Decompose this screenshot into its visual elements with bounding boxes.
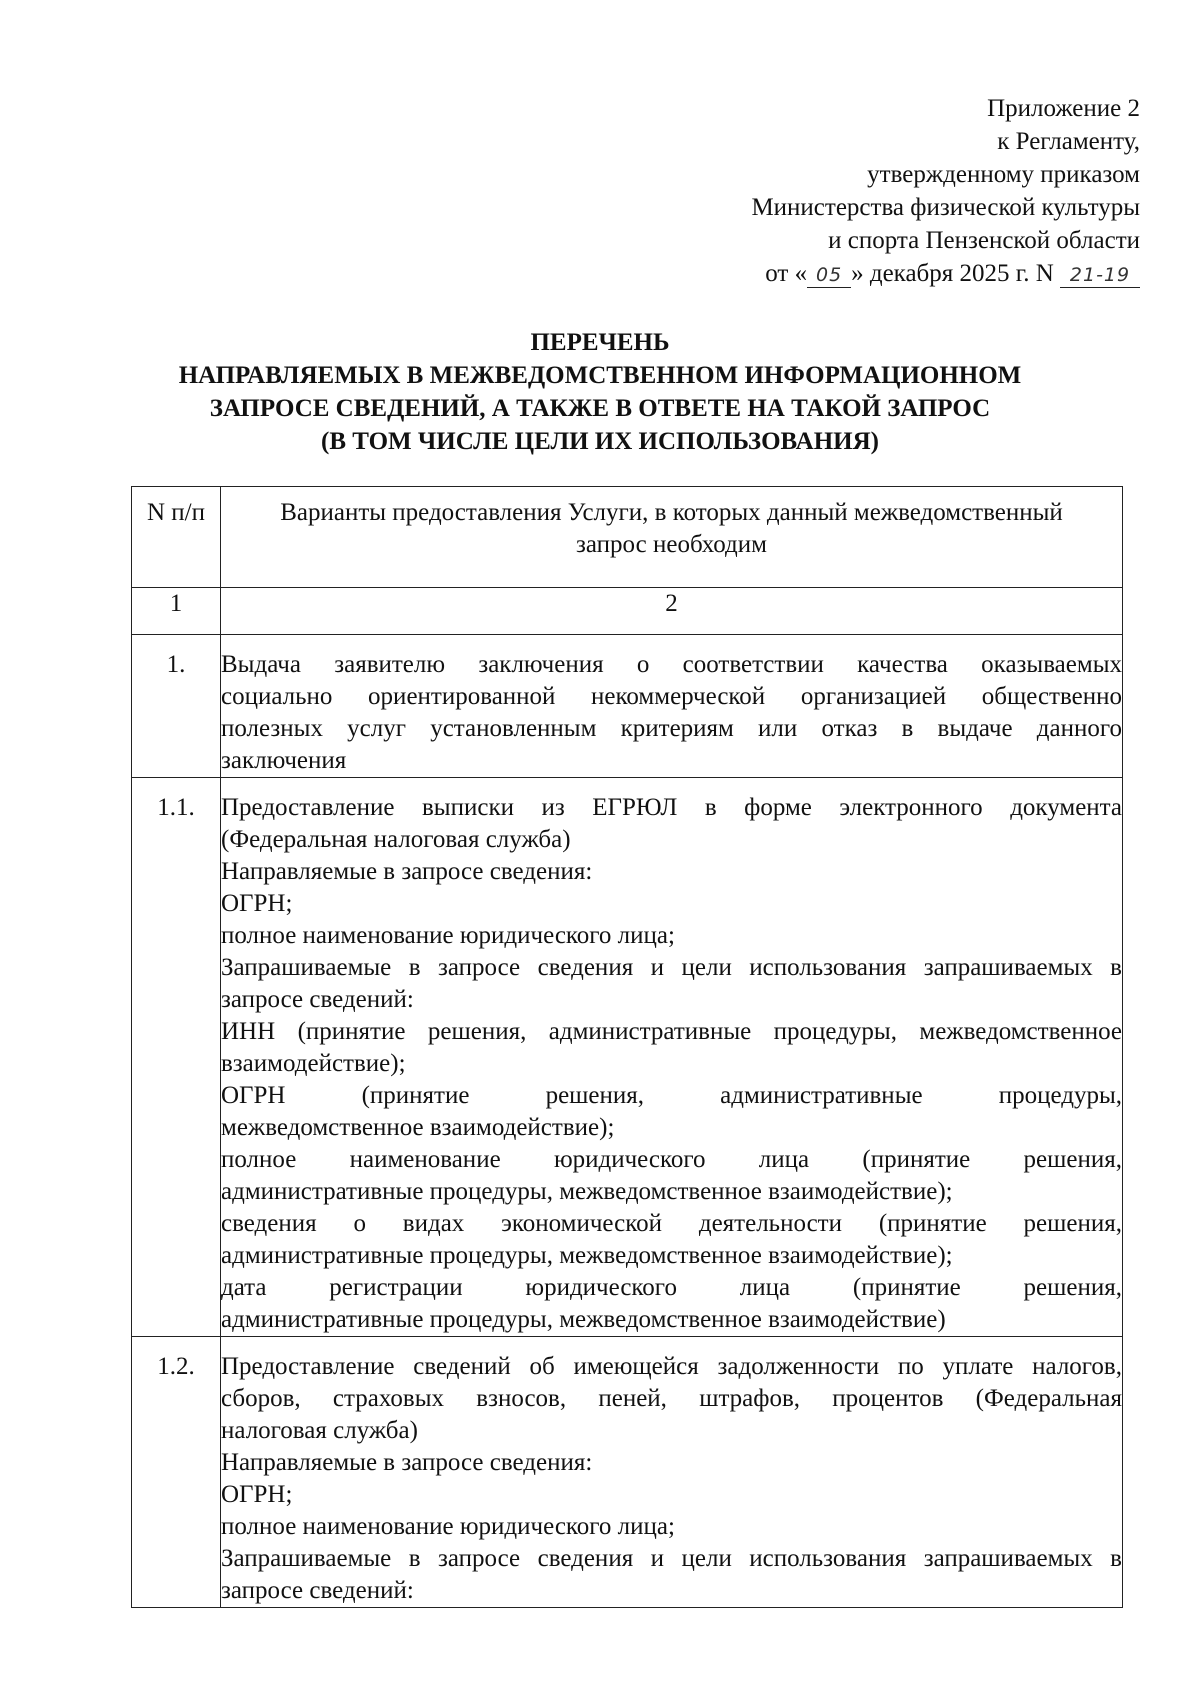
row-text-line: административные процедуры, межведомственное взаимодействие) — [221, 1306, 946, 1333]
row-content — [221, 778, 1123, 1337]
row-text-line: административные процедуры, межведомственное взаимодействие); — [221, 1178, 953, 1205]
row-text-line: Выдача заявителю заключения о соответствии качества оказываемых — [221, 651, 1122, 678]
row-text-line: запросе сведений: — [221, 986, 414, 1013]
row-text-line: запросе сведений: — [221, 1577, 414, 1604]
table-row — [132, 635, 1123, 778]
date-middle: » декабря 2025 г. N — [851, 260, 1054, 287]
table-header-row — [132, 487, 1123, 588]
row-text-line: Предоставление выписки из ЕГРЮЛ в форме электронного документа — [221, 794, 1122, 821]
row-text-line: Предоставление сведений об имеющейся задолженности по уплате налогов, — [221, 1353, 1122, 1380]
annex-line-1: Приложение 2 — [987, 95, 1140, 122]
row-text-line: Направляемые в запросе сведения: — [221, 858, 593, 885]
annex-block — [751, 92, 1140, 290]
row-text-line: полезных услуг установленным критериям или отказ в выдаче данного — [221, 715, 1122, 742]
row-text-line: ОГРН (принятие решения, административные процедуры, — [221, 1082, 1122, 1109]
header-content — [221, 487, 1123, 588]
header-content-line-1: Варианты предоставления Услуги, в которых данный межведомственный — [280, 499, 1063, 526]
annex-line-5: и спорта Пензенской области — [828, 227, 1140, 254]
row-text-line: сборов, страховых взносов, пеней, штрафов, процентов (Федеральная — [221, 1385, 1122, 1412]
row-text-line: полное наименование юридического лица; — [221, 922, 675, 949]
header-num: N п/п — [132, 487, 221, 588]
row-text-line: административные процедуры, межведомственное взаимодействие); — [221, 1242, 953, 1269]
row-text-line: налоговая служба) — [221, 1417, 418, 1444]
title-line-2: НАПРАВЛЯЕМЫХ В МЕЖВЕДОМСТВЕННОМ ИНФОРМАЦИОННОМ — [178, 362, 1022, 389]
row-text-line: Направляемые в запросе сведения: — [221, 1449, 593, 1476]
handwritten-day: 05 — [807, 263, 851, 288]
handwritten-order-number: 21-19 — [1060, 263, 1140, 288]
row-number: 1.2. — [132, 1337, 221, 1608]
row-text-line: сведения о видах экономической деятельности (принятие решения, — [221, 1210, 1122, 1237]
row-text-line: ОГРН; — [221, 890, 293, 917]
title-line-4: (В ТОМ ЧИСЛЕ ЦЕЛИ ИХ ИСПОЛЬЗОВАНИЯ) — [321, 428, 879, 455]
row-number: 1. — [132, 635, 221, 778]
date-prefix: от « — [765, 260, 808, 287]
row-content — [221, 635, 1123, 778]
title-line-3: ЗАПРОСЕ СВЕДЕНИЙ, А ТАКЖЕ В ОТВЕТЕ НА ТАКОЙ ЗАПРОС — [209, 395, 991, 422]
row-number: 1.1. — [132, 778, 221, 1337]
annex-line-4: Министерства физической культуры — [751, 194, 1140, 221]
table-row — [132, 1337, 1123, 1608]
row-text-line: полное наименование юридического лица; — [221, 1513, 675, 1540]
row-text-line: взаимодействие); — [221, 1050, 406, 1077]
annex-line-3: утвержденному приказом — [867, 161, 1140, 188]
row-text-line: (Федеральная налоговая служба) — [221, 826, 571, 853]
document-title — [100, 326, 1100, 458]
row-text-line: заключения — [221, 747, 347, 774]
column-number-2: 2 — [221, 588, 1123, 635]
annex-date-line — [751, 257, 1140, 290]
column-number-1: 1 — [132, 588, 221, 635]
row-text-line: ИНН (принятие решения, административные процедуры, межведомственное — [221, 1018, 1122, 1045]
row-text-line: ОГРН; — [221, 1481, 293, 1508]
row-content — [221, 1337, 1123, 1608]
row-text-line: межведомственное взаимодействие); — [221, 1114, 615, 1141]
column-number-row — [132, 588, 1123, 635]
requests-table — [131, 486, 1123, 1608]
header-content-line-2: запрос необходим — [576, 531, 767, 558]
row-text-line: Запрашиваемые в запросе сведения и цели использования запрашиваемых в — [221, 1545, 1122, 1572]
row-text-line: полное наименование юридического лица (принятие решения, — [221, 1146, 1122, 1173]
title-line-1: ПЕРЕЧЕНЬ — [530, 329, 670, 356]
row-text-line: дата регистрации юридического лица (принятие решения, — [221, 1274, 1122, 1301]
row-text-line: Запрашиваемые в запросе сведения и цели использования запрашиваемых в — [221, 954, 1122, 981]
table-row — [132, 778, 1123, 1337]
row-text-line: социально ориентированной некоммерческой организацией общественно — [221, 683, 1122, 710]
annex-line-2: к Регламенту, — [997, 128, 1140, 155]
